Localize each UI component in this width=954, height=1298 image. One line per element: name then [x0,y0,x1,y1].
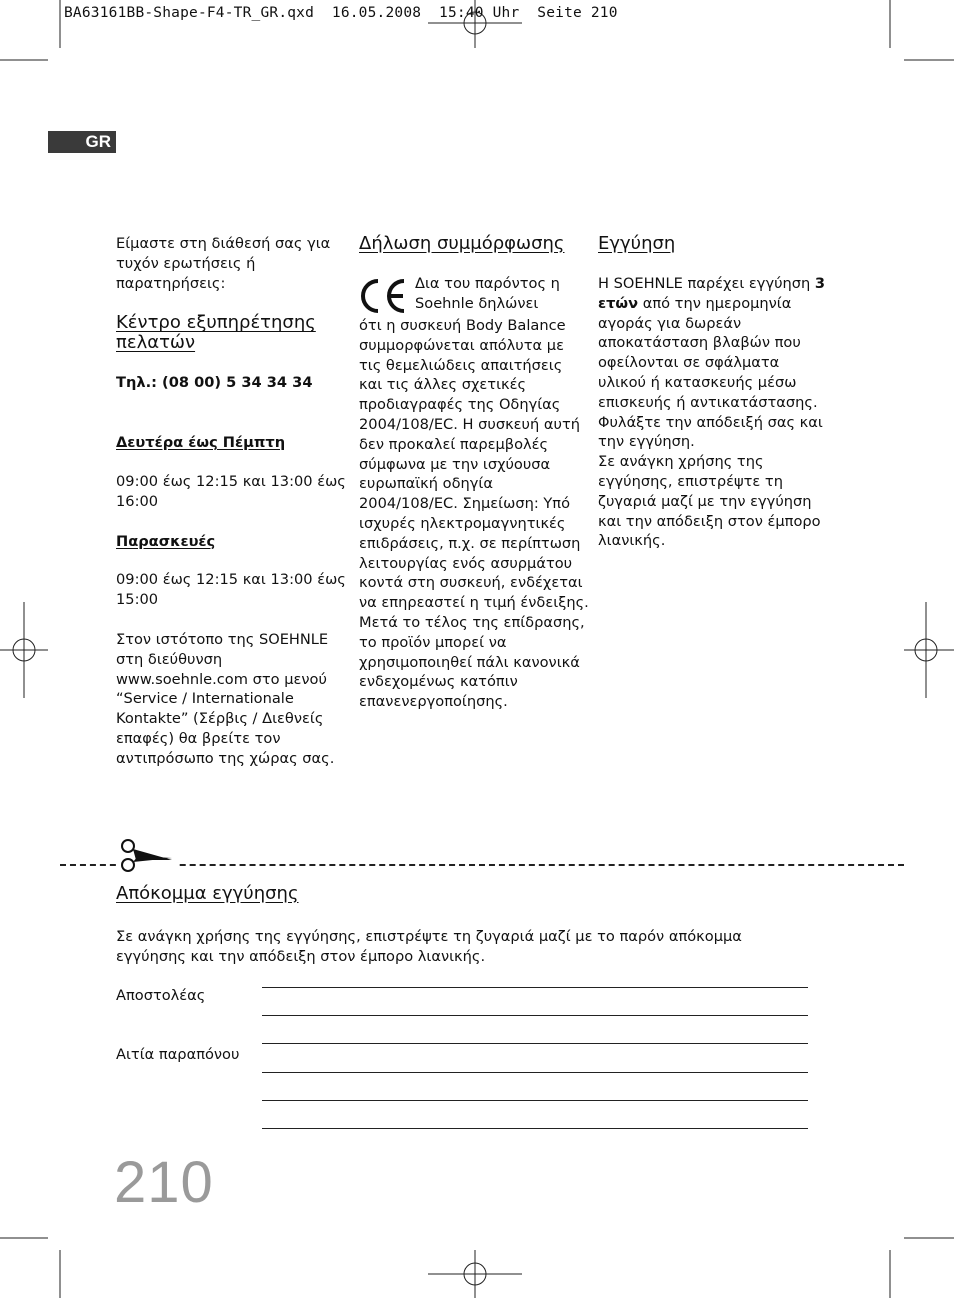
friday-label: Παρασκευές [116,532,216,550]
declaration-heading: Δήλωση συμμόρφωσης [359,233,565,254]
warranty-text [598,274,828,452]
weekdays-hours: 09:00 έως 12:15 και 13:00 έως 16:00 [116,472,346,510]
coupon-text: Σε ανάγκη χρήσης της εγγύησης, επιστρέψτε τη ζυγαριά μαζί με το παρόν απόκομμα εγγύησης και την απόδειξη στον έμπορο λιανικής. [116,928,742,965]
contact-column [116,234,348,769]
reason-line-1[interactable] [262,1043,808,1044]
sender-line-1[interactable] [262,987,808,988]
warranty-return-text: Σε ανάγκη χρήσης της εγγύησης, επιστρέψτε τη ζυγαριά μαζί με την εγγύηση και την απόδειξη στον έμπορο λιανικής. [598,453,821,550]
coupon-title: Απόκομμα εγγύησης [116,883,299,904]
warranty-text-end: από την ημερομηνία αγοράς για δωρεάν αποκατάσταση βλαβών που οφείλονται σε σφάλματα υλικού ή κατασκευής μέσω επισκευής ή αντικατάστασης. Φυλάξτε την απόδειξή σας και την εγγύηση. [598,294,823,451]
sender-line-2[interactable] [262,1015,808,1016]
complaint-reason-label: Αιτία παραπόνου [116,1046,240,1063]
declaration-body: ότι η συσκευή Body Balance συμμορφώνεται απόλυτα με τις θεμελιώδεις απαιτήσεις και τις άλλες σχετικές προδιαγραφές της Οδηγίας 2004/108/EC. Η συσκευή αυτή δεν προκαλεί παρεμβολές σύμφωνα με την ισχύουσα ευρωπαϊκή οδηγία 2004/108/EC. Σημείωση: Υπό ισχυρές ηλεκτρομαγνητικές επιδράσεις, π.χ. σε περίπτωση λειτουργίας ενός ασυρμάτου κοντά στη συσκευή, ενδέχεται να επηρεαστεί η τιμή ένδειξης. Μετά το τέλος της επίδρασης, το προϊόν μπορεί να χρησιμοποιηθεί πάλι κανονικά ενδεχομένως κατόπιν επανενεργοποίησης. [359,317,589,711]
phone-number: Τηλ.: (08 00) 5 34 34 34 [116,374,313,392]
page-number: 210 [114,1150,214,1215]
website-info: Στον ιστότοπο της SOEHNLE στη διεύθυνση www.soehnle.com στο μενού “Service / Internationale Kontakte” (Σέρβις / Διεθνείς επαφές) θα βρείτε τον αντιπρόσωπο της χώρας σας. [116,630,335,767]
sender-label: Αποστολέας [116,987,206,1004]
cut-line [60,864,904,866]
weekdays-label: Δευτέρα έως Πέμπτη [116,434,286,452]
reason-line-4[interactable] [262,1128,808,1129]
scissors-icon [116,836,176,874]
contact-intro: Είμαστε στη διάθεσή σας για τυχόν ερωτήσεις ή παρατηρήσεις: [116,235,331,292]
warranty-column [598,234,828,551]
customer-service-heading: Κέντρο εξυπηρέτησης πελατών [116,312,316,354]
language-tab: GR [48,131,116,153]
file-slug: BA63161BB-Shape-F4-TR_GR.qxd 16.05.2008 15:40 Uhr Seite 210 [64,5,618,21]
ce-declaration-text: Δια του παρόντος η Soehnle δηλώνει [415,275,560,312]
ce-mark-icon [359,276,415,316]
warranty-period: 3 ετών [598,275,826,312]
friday-hours: 09:00 έως 12:15 και 13:00 έως 15:00 [116,571,346,609]
declaration-column [359,234,589,712]
reason-line-2[interactable] [262,1072,808,1073]
warranty-heading: Εγγύηση [598,233,676,254]
reason-line-3[interactable] [262,1100,808,1101]
warranty-text-start: Η SOEHNLE παρέχει εγγύηση [598,275,815,292]
